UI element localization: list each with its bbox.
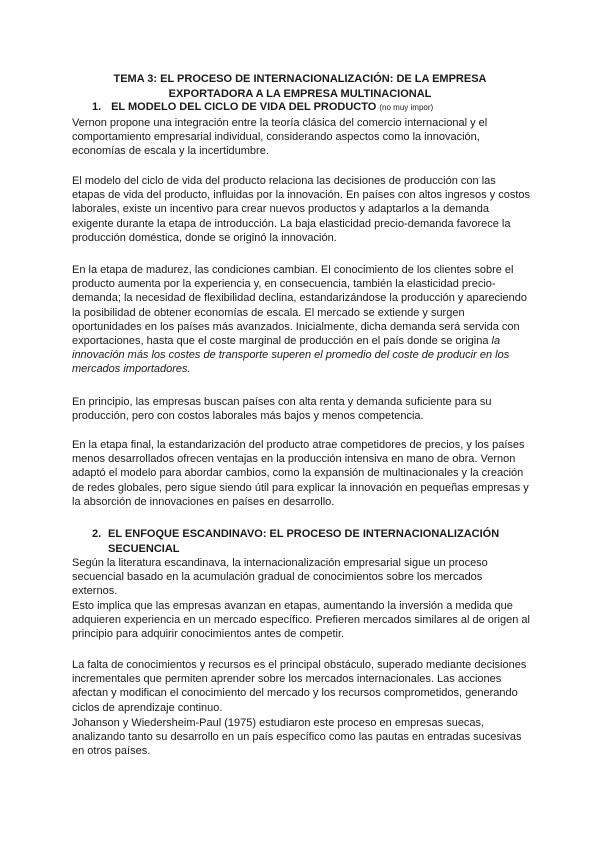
paragraph-johanson: Johanson y Wiedersheim-Paul (1975) estudiaron este proceso en empresas suecas, analizando tanto su desarrollo en un país específico como las pautas en entradas sucesivas en otros países.	[72, 717, 522, 758]
paragraph-stages: Esto implica que las empresas avanzan en etapas, aumentando la inversión a medida que adquieren experiencia en un mercado específico. Prefieren mercados similares al de origen al principio para adquirir conocimientos antes de competir.	[72, 600, 530, 641]
maturity-text: En la etapa de madurez, las condiciones cambian. El conocimiento de los clientes sobre el producto aumenta por la experiencia y, en consecuencia, también la elasticidad precio-demanda; la necesidad de flexibilidad declina, estandarizándose la producción y apareciendo la posibilidad de obtener economías de escala. El mercado se extiende y surgen oportunidades en los países más avanzados. Inicialmente, dicha demanda será servida con exportaciones, hasta que el coste marginal de producción en el país donde se origina	[72, 264, 527, 348]
section-1-number: 1.	[92, 101, 102, 113]
paragraph-scandinavian-literature: Según la literatura escandinava, la internacionalización empresarial sigue un proceso secuencial basado en la acumulación gradual de conocimientos sobre los mercados externos.	[72, 557, 488, 598]
paragraph-lifecycle-model: El modelo del ciclo de vida del producto relaciona las decisiones de producción con las etapas de vida del producto, influidas por la innovación. En países con altos ingresos y costos laborales, existe un incentivo para crear nuevos productos y adaptarlos a la demanda exigente durante la etapa de introducción. La baja elasticidad precio-demanda favorece la producción doméstica, donde se originó la innovación.	[72, 175, 530, 244]
paragraph-maturity-stage	[72, 263, 530, 377]
maturity-italic-text: la innovación más los costes de transporte superen el promedio del coste de producir en los mercados importadores.	[72, 335, 510, 376]
document-title: TEMA 3: EL PROCESO DE INTERNACIONALIZACIÓN: DE LA EMPRESA EXPORTADORA A LA EMPRESA MULTINACIONAL	[113, 73, 487, 100]
section-2-heading	[92, 527, 522, 556]
paragraph-final-stage: En la etapa final, la estandarización del producto atrae competidores de precios, y los países menos desarrollados ofrecen ventajas en la producción intensiva en mano de obra. Vernon adaptó el modelo para abordar cambios, como la expansión de multinacionales y la creación de redes globales, pero sigue siendo útil para explicar la innovación en pequeñas empresas y la absorción de innovaciones en países en desarrollo.	[72, 439, 529, 508]
section-1-note: (no muy impor)	[379, 103, 434, 112]
section-1-heading	[92, 100, 433, 115]
paragraph-high-income-countries: En principio, las empresas buscan países con alta renta y demanda suficiente para su producción, pero con costos laborales más bajos y menos competencia.	[72, 396, 492, 423]
section-1-title: EL MODELO DEL CICLO DE VIDA DEL PRODUCTO	[111, 101, 377, 113]
section-2-number: 2.	[92, 528, 102, 540]
section-2-title: EL ENFOQUE ESCANDINAVO: EL PROCESO DE INTERNACIONALIZACIÓN SECUENCIAL	[108, 528, 500, 555]
paragraph-lack-of-knowledge: La falta de conocimientos y recursos es el principal obstáculo, superado mediante decisiones incrementales que permiten aprender sobre los mercados internacionales. Las acciones afectan y modifican el conocimiento del mercado y los recursos comprometidos, generando ciclos de aprendizaje continuo.	[72, 659, 527, 714]
paragraph-vernon-intro: Vernon propone una integración entre la teoría clásica del comercio internacional y el comportamiento empresarial individual, considerando aspectos como la innovación, economías de escala y la incertidumbre.	[72, 117, 488, 158]
